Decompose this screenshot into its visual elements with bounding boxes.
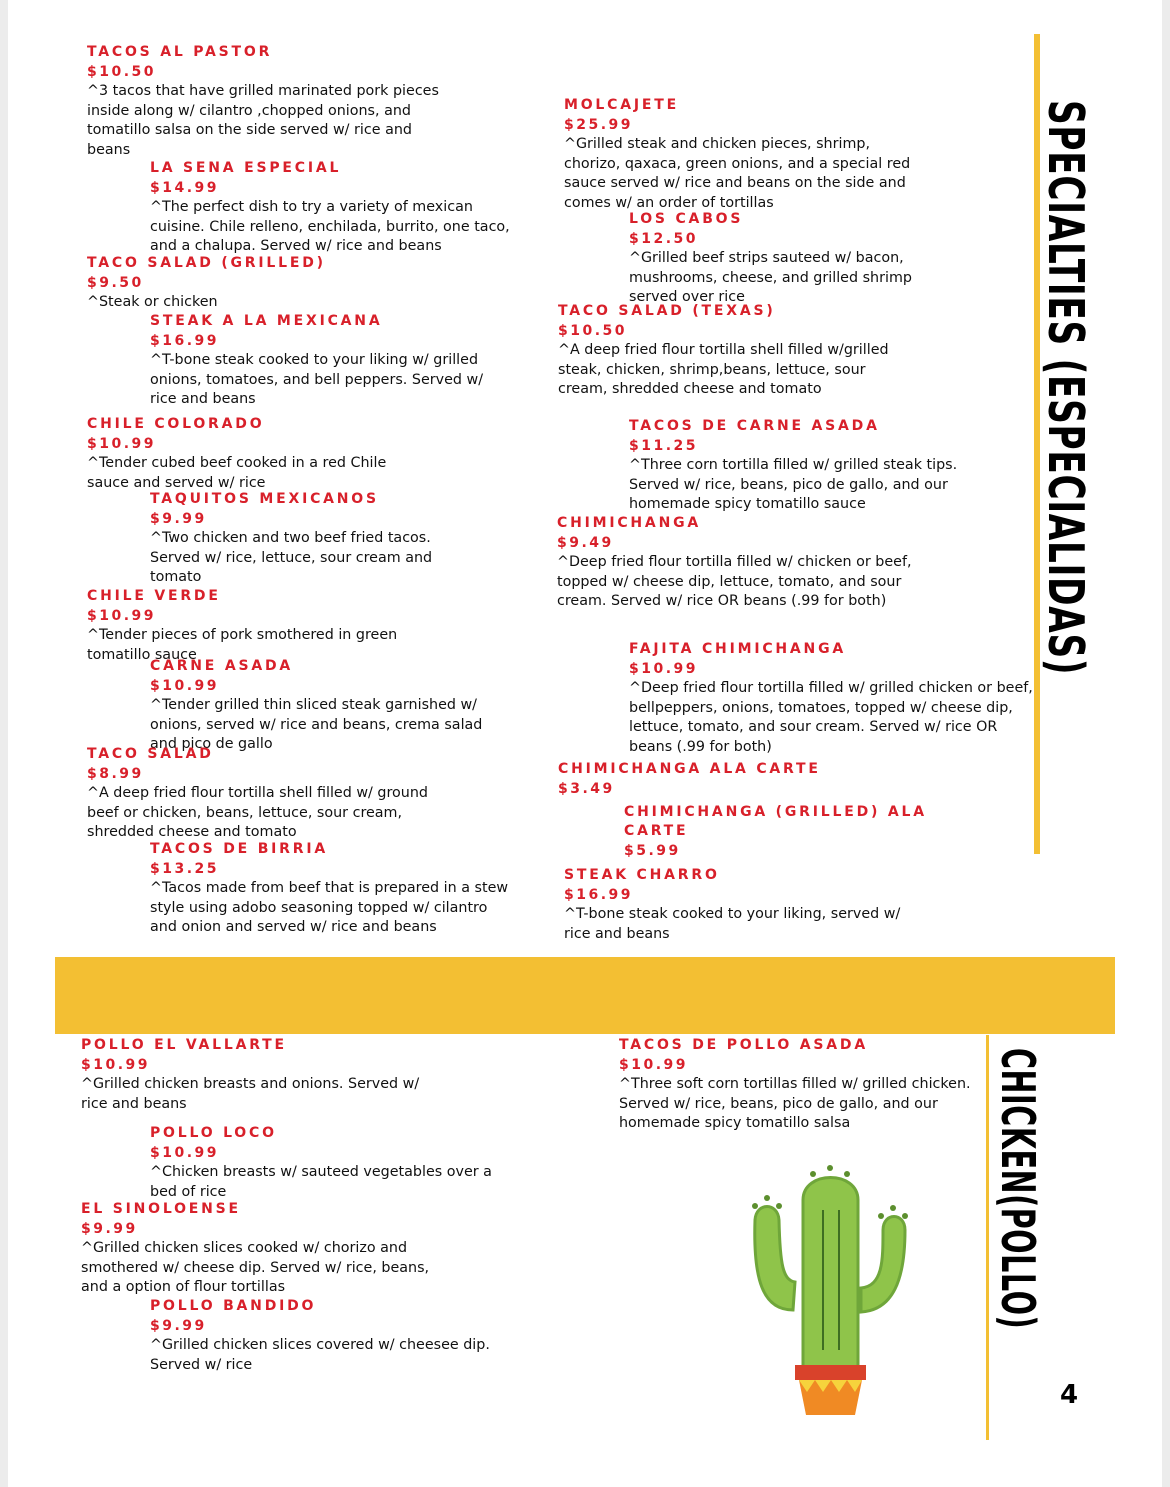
item-name: MOLCAJETE (564, 97, 679, 113)
item-name: CHIMICHANGA ALA CARTE (558, 761, 821, 777)
item-price: $10.50 (87, 64, 157, 80)
item-description: ^Tender cubed beef cooked in a red Chile sauce and served w/ rice (87, 455, 387, 491)
item-name: TACO SALAD (GRILLED) (87, 255, 326, 271)
menu-item (87, 415, 432, 493)
item-description: ^T-bone steak cooked to your liking w/ grilled onions, tomatoes, and bell peppers. Served w/ rice and beans (150, 352, 484, 408)
item-description: ^3 tacos that have grilled marinated pork pieces inside along w/ cilantro ,chopped onions, and tomatillo salsa on the side served w/ rice and beans (87, 83, 439, 158)
item-description: ^Deep fried flour tortilla filled w/ chicken or beef, topped w/ cheese dip, lettuce, tomato, and sour cream. Served w/ rice OR beans (.99 for both) (557, 554, 912, 610)
item-description: ^Two chicken and two beef fried tacos. Served w/ rice, lettuce, sour cream and tomato (150, 530, 433, 586)
menu-item (87, 745, 447, 843)
item-description: ^Deep fried flour tortilla filled w/ grilled chicken or beef, bellpeppers, onions, tomatoes, topped w/ cheese dip, lettuce, tomato, and sour cream. Served w/ rice OR beans (.99 for both) (629, 680, 1033, 755)
item-description: ^Steak or chicken (87, 294, 218, 310)
item-price: $10.99 (150, 1145, 220, 1161)
item-description: ^A deep fried flour tortilla shell filled w/ ground beef or chicken, beans, lettuce, sour cream, shredded cheese and tomato (87, 785, 428, 841)
item-price: $16.99 (150, 333, 220, 349)
menu-item (150, 490, 480, 588)
item-name: TACOS DE POLLO ASADA (619, 1037, 868, 1053)
item-price: $13.25 (150, 861, 220, 877)
item-name: TACOS AL PASTOR (87, 44, 273, 60)
menu-item (558, 302, 903, 400)
item-price: $10.99 (629, 661, 699, 677)
item-description: ^Grilled chicken slices covered w/ cheesee dip. Served w/ rice (150, 1337, 490, 1373)
item-name: CHIMICHANGA (GRILLED) ALA CARTE (624, 804, 927, 839)
item-price: $11.25 (629, 438, 699, 454)
menu-item (81, 1036, 441, 1114)
item-name: STEAK CHARRO (564, 867, 720, 883)
yellow-divider-band (55, 957, 1115, 1034)
item-name: POLLO BANDIDO (150, 1298, 317, 1314)
item-name: TACOS DE CARNE ASADA (629, 418, 880, 434)
item-description: ^Tacos made from beef that is prepared in a stew style using adobo seasoning topped w/ cilantro and onion and served w/ rice and beans (150, 880, 509, 936)
menu-item (150, 1297, 510, 1375)
item-description: ^The perfect dish to try a variety of mexican cuisine. Chile relleno, enchilada, burrito, one taco, and a chalupa. Served w/ rice and beans (150, 199, 510, 255)
section-title-specialties: SPECIALTIES (ESPECIALIDAS) (1037, 100, 1094, 676)
menu-item (150, 159, 530, 257)
item-name: CHILE VERDE (87, 588, 221, 604)
section-title-chicken: CHICKEN(POLLO) (991, 1048, 1045, 1330)
item-price: $10.99 (87, 608, 157, 624)
item-price: $9.99 (150, 511, 207, 527)
item-price: $14.99 (150, 180, 220, 196)
item-description: ^Chicken breasts w/ sauteed vegetables over a bed of rice (150, 1164, 492, 1200)
item-name: CHILE COLORADO (87, 416, 265, 432)
item-name: TACO SALAD (87, 746, 214, 762)
menu-item (150, 1124, 520, 1202)
item-name: TACOS DE BIRRIA (150, 841, 328, 857)
item-description: ^Tender grilled thin sliced steak garnished w/ onions, served w/ rice and beans, crema salad and pico de gallo (150, 697, 483, 753)
item-name: TAQUITOS MEXICANOS (150, 491, 379, 507)
menu-page (8, 0, 1162, 1487)
item-price: $9.49 (557, 535, 614, 551)
item-price: $3.49 (558, 781, 615, 797)
menu-item (558, 760, 858, 799)
item-price: $8.99 (87, 766, 144, 782)
item-price: $10.99 (87, 436, 157, 452)
menu-item (557, 514, 922, 612)
menu-item (629, 210, 959, 308)
item-name: CHIMICHANGA (557, 515, 702, 531)
item-name: LOS CABOS (629, 211, 744, 227)
item-price: $9.50 (87, 275, 144, 291)
section-divider (986, 1035, 989, 1440)
menu-item (87, 254, 467, 313)
item-name: POLLO EL VALLARTE (81, 1037, 287, 1053)
menu-item (150, 840, 515, 938)
item-price: $10.50 (558, 323, 628, 339)
item-name: POLLO LOCO (150, 1125, 277, 1141)
item-price: $10.99 (150, 678, 220, 694)
menu-item (619, 1036, 984, 1134)
menu-item (150, 312, 500, 410)
menu-item (81, 1200, 451, 1298)
item-name: STEAK A LA MEXICANA (150, 313, 383, 329)
menu-item (564, 866, 924, 944)
item-price: $25.99 (564, 117, 634, 133)
menu-item (87, 43, 457, 160)
menu-item (87, 587, 437, 665)
item-description: ^Tender pieces of pork smothered in green tomatillo sauce (87, 627, 398, 663)
item-price: $5.99 (624, 843, 681, 859)
menu-item (564, 96, 919, 213)
page-number: 4 (1060, 1380, 1079, 1410)
item-price: $10.99 (619, 1057, 689, 1073)
item-price: $10.99 (81, 1057, 151, 1073)
item-description: ^Grilled beef strips sauteed w/ bacon, mushrooms, cheese, and grilled shrimp served over rice (629, 250, 912, 306)
menu-item (624, 803, 944, 861)
item-description: ^Three soft corn tortillas filled w/ grilled chicken. Served w/ rice, beans, pico de gallo, and our homemade spicy tomatillo salsa (619, 1076, 971, 1132)
item-name: FAJITA CHIMICHANGA (629, 641, 846, 657)
item-name: EL SINOLOENSE (81, 1201, 241, 1217)
item-price: $12.50 (629, 231, 699, 247)
item-name: TACO SALAD (TEXAS) (558, 303, 776, 319)
item-description: ^A deep fried flour tortilla shell filled w/grilled steak, chicken, shrimp,beans, lettuce, sour cream, shredded cheese and tomato (558, 342, 889, 398)
item-description: ^T-bone steak cooked to your liking, served w/ rice and beans (564, 906, 901, 942)
item-name: CARNE ASADA (150, 658, 294, 674)
cactus-icon (733, 1160, 933, 1420)
menu-item (629, 417, 1009, 515)
item-description: ^Grilled chicken slices cooked w/ chorizo and smothered w/ cheese dip. Served w/ rice, beans, and a option of flour tortillas (81, 1240, 430, 1296)
item-description: ^Three corn tortilla filled w/ grilled steak tips. Served w/ rice, beans, pico de gallo, and our homemade spicy tomatillo sauce (629, 457, 958, 513)
item-price: $9.99 (150, 1318, 207, 1334)
item-name: LA SENA ESPECIAL (150, 160, 342, 176)
menu-item (629, 640, 1044, 757)
item-description: ^Grilled steak and chicken pieces, shrimp, chorizo, qaxaca, green onions, and a special red sauce served w/ rice and beans on the side and comes w/ an order of tortillas (564, 136, 911, 211)
item-price: $9.99 (81, 1221, 138, 1237)
menu-item (150, 657, 510, 755)
item-price: $16.99 (564, 887, 634, 903)
item-description: ^Grilled chicken breasts and onions. Served w/ rice and beans (81, 1076, 420, 1112)
